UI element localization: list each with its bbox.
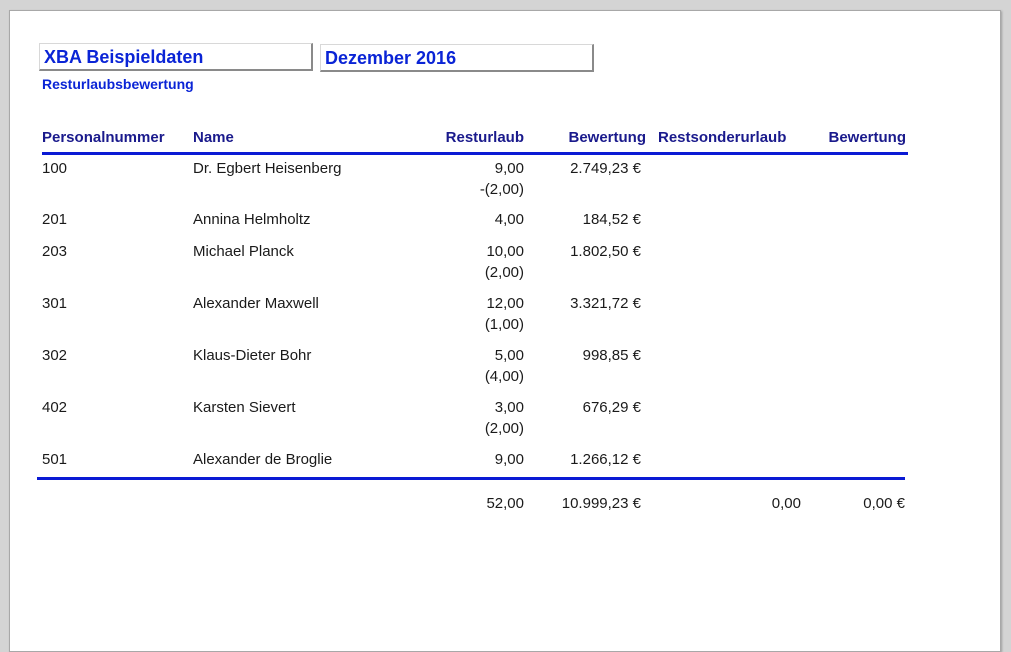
row-resturlaub: 3,00 <box>494 399 524 416</box>
row-bewertung: 184,52 € <box>582 211 641 228</box>
row-personalnummer: 302 <box>42 347 68 364</box>
total-restsonderurlaub: 0,00 <box>771 495 801 512</box>
row-personalnummer: 100 <box>42 160 68 177</box>
row-resturlaub: 9,00 <box>494 160 524 177</box>
column-header-restsonderurlaub: Restsonderurlaub <box>658 129 787 146</box>
row-personalnummer: 201 <box>42 211 68 228</box>
row-personalnummer: 501 <box>42 451 68 468</box>
row-resturlaub-sub: (1,00) <box>484 316 524 333</box>
report-title: Resturlaubsbewertung <box>42 76 194 92</box>
row-resturlaub-sub: (4,00) <box>484 368 524 385</box>
column-header-bewertung-2: Bewertung <box>828 129 906 146</box>
report-page <box>9 10 1001 652</box>
period-box: Dezember 2016 <box>320 44 594 72</box>
row-personalnummer: 301 <box>42 295 68 312</box>
totals-rule <box>37 477 905 480</box>
total-resturlaub: 52,00 <box>486 495 524 512</box>
row-resturlaub: 4,00 <box>494 211 524 228</box>
company-name-box: XBA Beispieldaten <box>39 43 313 71</box>
row-resturlaub-sub: (2,00) <box>484 420 524 437</box>
row-bewertung: 998,85 € <box>582 347 641 364</box>
row-name: Dr. Egbert Heisenberg <box>193 160 342 177</box>
total-bewertung-2: 0,00 € <box>863 495 905 512</box>
row-resturlaub: 9,00 <box>494 451 524 468</box>
row-name: Alexander Maxwell <box>193 295 319 312</box>
row-name: Michael Planck <box>193 243 294 260</box>
row-resturlaub: 12,00 <box>486 295 524 312</box>
row-name: Alexander de Broglie <box>193 451 333 468</box>
row-bewertung: 1.802,50 € <box>570 243 641 260</box>
row-bewertung: 676,29 € <box>582 399 641 416</box>
row-bewertung: 3.321,72 € <box>570 295 641 312</box>
column-header-name: Name <box>193 129 234 146</box>
row-name: Klaus-Dieter Bohr <box>193 347 312 364</box>
row-personalnummer: 402 <box>42 399 68 416</box>
row-resturlaub-sub: (2,00) <box>484 264 524 281</box>
row-name: Annina Helmholtz <box>193 211 311 228</box>
row-resturlaub-sub: -(2,00) <box>479 181 524 198</box>
row-bewertung: 1.266,12 € <box>570 451 641 468</box>
column-header-bewertung: Bewertung <box>568 129 646 146</box>
row-resturlaub: 5,00 <box>494 347 524 364</box>
row-name: Karsten Sievert <box>193 399 296 416</box>
row-bewertung: 2.749,23 € <box>570 160 641 177</box>
header-rule <box>42 152 908 155</box>
column-header-personalnummer: Personalnummer <box>42 129 165 146</box>
row-personalnummer: 203 <box>42 243 68 260</box>
total-bewertung: 10.999,23 € <box>561 495 641 512</box>
row-resturlaub: 10,00 <box>486 243 524 260</box>
column-header-resturlaub: Resturlaub <box>445 129 524 146</box>
